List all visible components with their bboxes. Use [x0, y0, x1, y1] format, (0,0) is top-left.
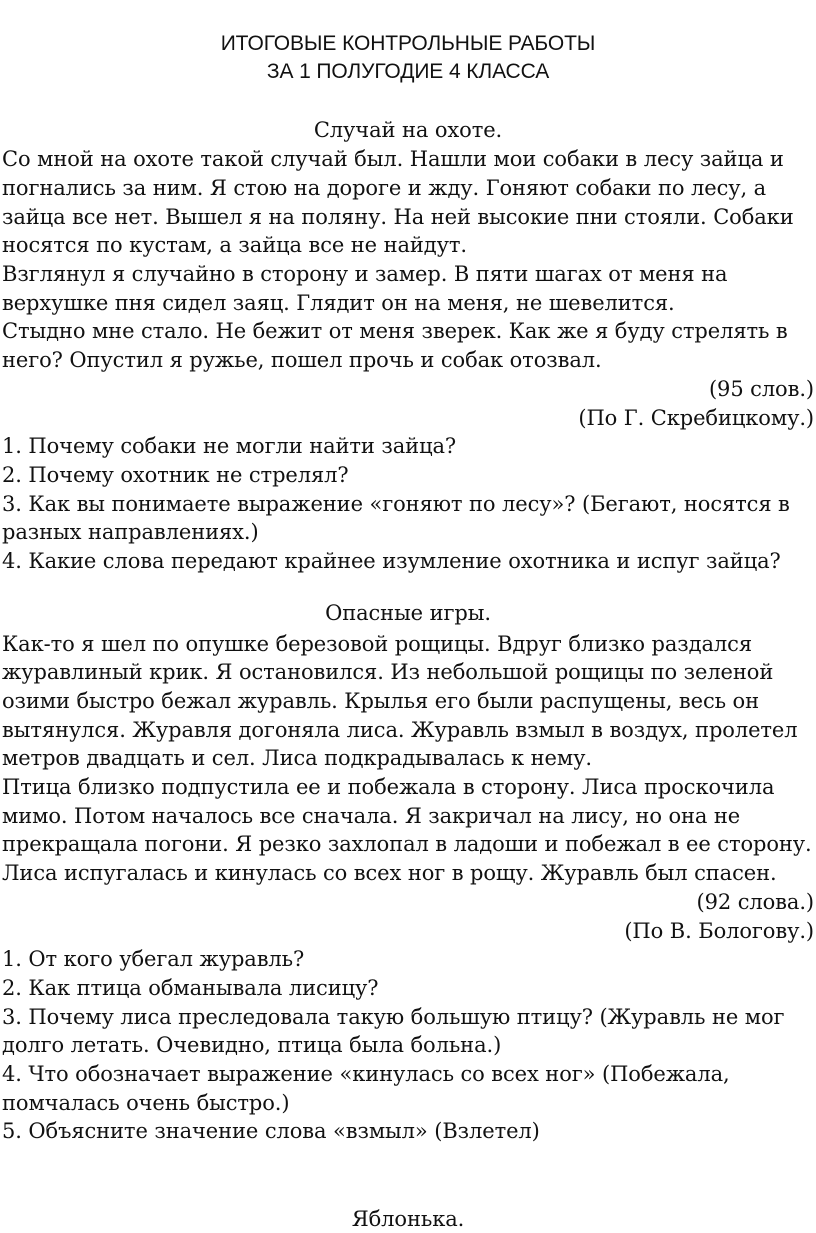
story-text-line: Взглянул я случайно в сторону и замер. В пяти шагах от меня на	[2, 262, 728, 286]
question-line: 3. Почему лиса преследовала такую большую птицу? (Журавль не мог	[2, 1005, 785, 1029]
story-author: (По В. Бологову.)	[624, 919, 814, 943]
question-line: долго летать. Очевидно, птица была больна.)	[2, 1033, 502, 1057]
document-title-line-1: ИТОГОВЫЕ КОНТРОЛЬНЫЕ РАБОТЫ	[220, 32, 596, 55]
story-text-line: Птица близко подпустила ее и побежала в сторону. Лиса проскочила	[2, 775, 775, 799]
story-text-line: Со мной на охоте такой случай был. Нашли мои собаки в лесу зайца и	[2, 147, 784, 171]
question-line: 4. Какие слова передают крайнее изумление охотника и испуг зайца?	[2, 549, 781, 573]
story-text-line: Как-то я шел по опушке березовой рощицы. Вдруг близко раздался	[2, 632, 752, 656]
story-text-line: журавлиный крик. Я остановился. Из небольшой рощицы по зеленой	[2, 660, 774, 684]
story-title: Случай на охоте.	[313, 118, 503, 142]
story-author: (По Г. Скребицкому.)	[578, 406, 814, 430]
story-text-line: Лиса испугалась и кинулась со всех ног в рощу. Журавль был спасен.	[2, 861, 777, 885]
question-line: 5. Объясните значение слова «взмыл» (Взлетел)	[2, 1119, 540, 1143]
word-count: (92 слова.)	[696, 890, 814, 914]
story-text-line: мимо. Потом началось все сначала. Я закричал на лису, но она не	[2, 804, 741, 828]
document-title-line-2: ЗА 1 ПОЛУГОДИЕ 4 КЛАССА	[266, 60, 550, 83]
question-line: 1. От кого убегал журавль?	[2, 947, 305, 971]
story-title: Опасные игры.	[325, 601, 491, 625]
word-count: (95 слов.)	[708, 377, 814, 401]
question-line: 1. Почему собаки не могли найти зайца?	[2, 434, 457, 458]
story-text-line: метров двадцать и сел. Лиса подкрадывалась к нему.	[2, 746, 592, 770]
story-text-line: верхушке пня сидел заяц. Глядит он на меня, не шевелится.	[2, 291, 675, 315]
question-line: 4. Что обозначает выражение «кинулась со всех ног» (Побежала,	[2, 1062, 730, 1086]
story-text-line: носятся по кустам, а зайца все не найдут.	[2, 233, 467, 257]
story-text-line: озими быстро бежал журавль. Крылья его были распущены, весь он	[2, 689, 759, 713]
question-line: помчалась очень быстро.)	[2, 1091, 290, 1115]
question-line: 3. Как вы понимаете выражение «гоняют по лесу»? (Бегают, носятся в	[2, 492, 790, 516]
question-line: 2. Как птица обманывала лисицу?	[2, 976, 379, 1000]
question-line: разных направлениях.)	[2, 520, 259, 544]
story-text-line: зайца все нет. Вышел я на поляну. На ней высокие пни стояли. Собаки	[2, 205, 794, 229]
story-text-line: Стыдно мне стало. Не бежит от меня зверек. Как же я буду стрелять в	[2, 319, 788, 343]
story-title: Яблонька.	[351, 1207, 465, 1231]
story-text-line: погнались за ним. Я стою на дороге и жду. Гоняют собаки по лесу, а	[2, 176, 767, 200]
question-line: 2. Почему охотник не стрелял?	[2, 463, 349, 487]
story-text-line: него? Опустил я ружье, пошел прочь и собак отозвал.	[2, 348, 602, 372]
story-text-line: вытянулся. Журавля догоняла лиса. Журавль взмыл в воздух, пролетел	[2, 718, 798, 742]
story-text-line: прекращала погони. Я резко захлопал в ладоши и побежал в ее сторону.	[2, 832, 812, 856]
